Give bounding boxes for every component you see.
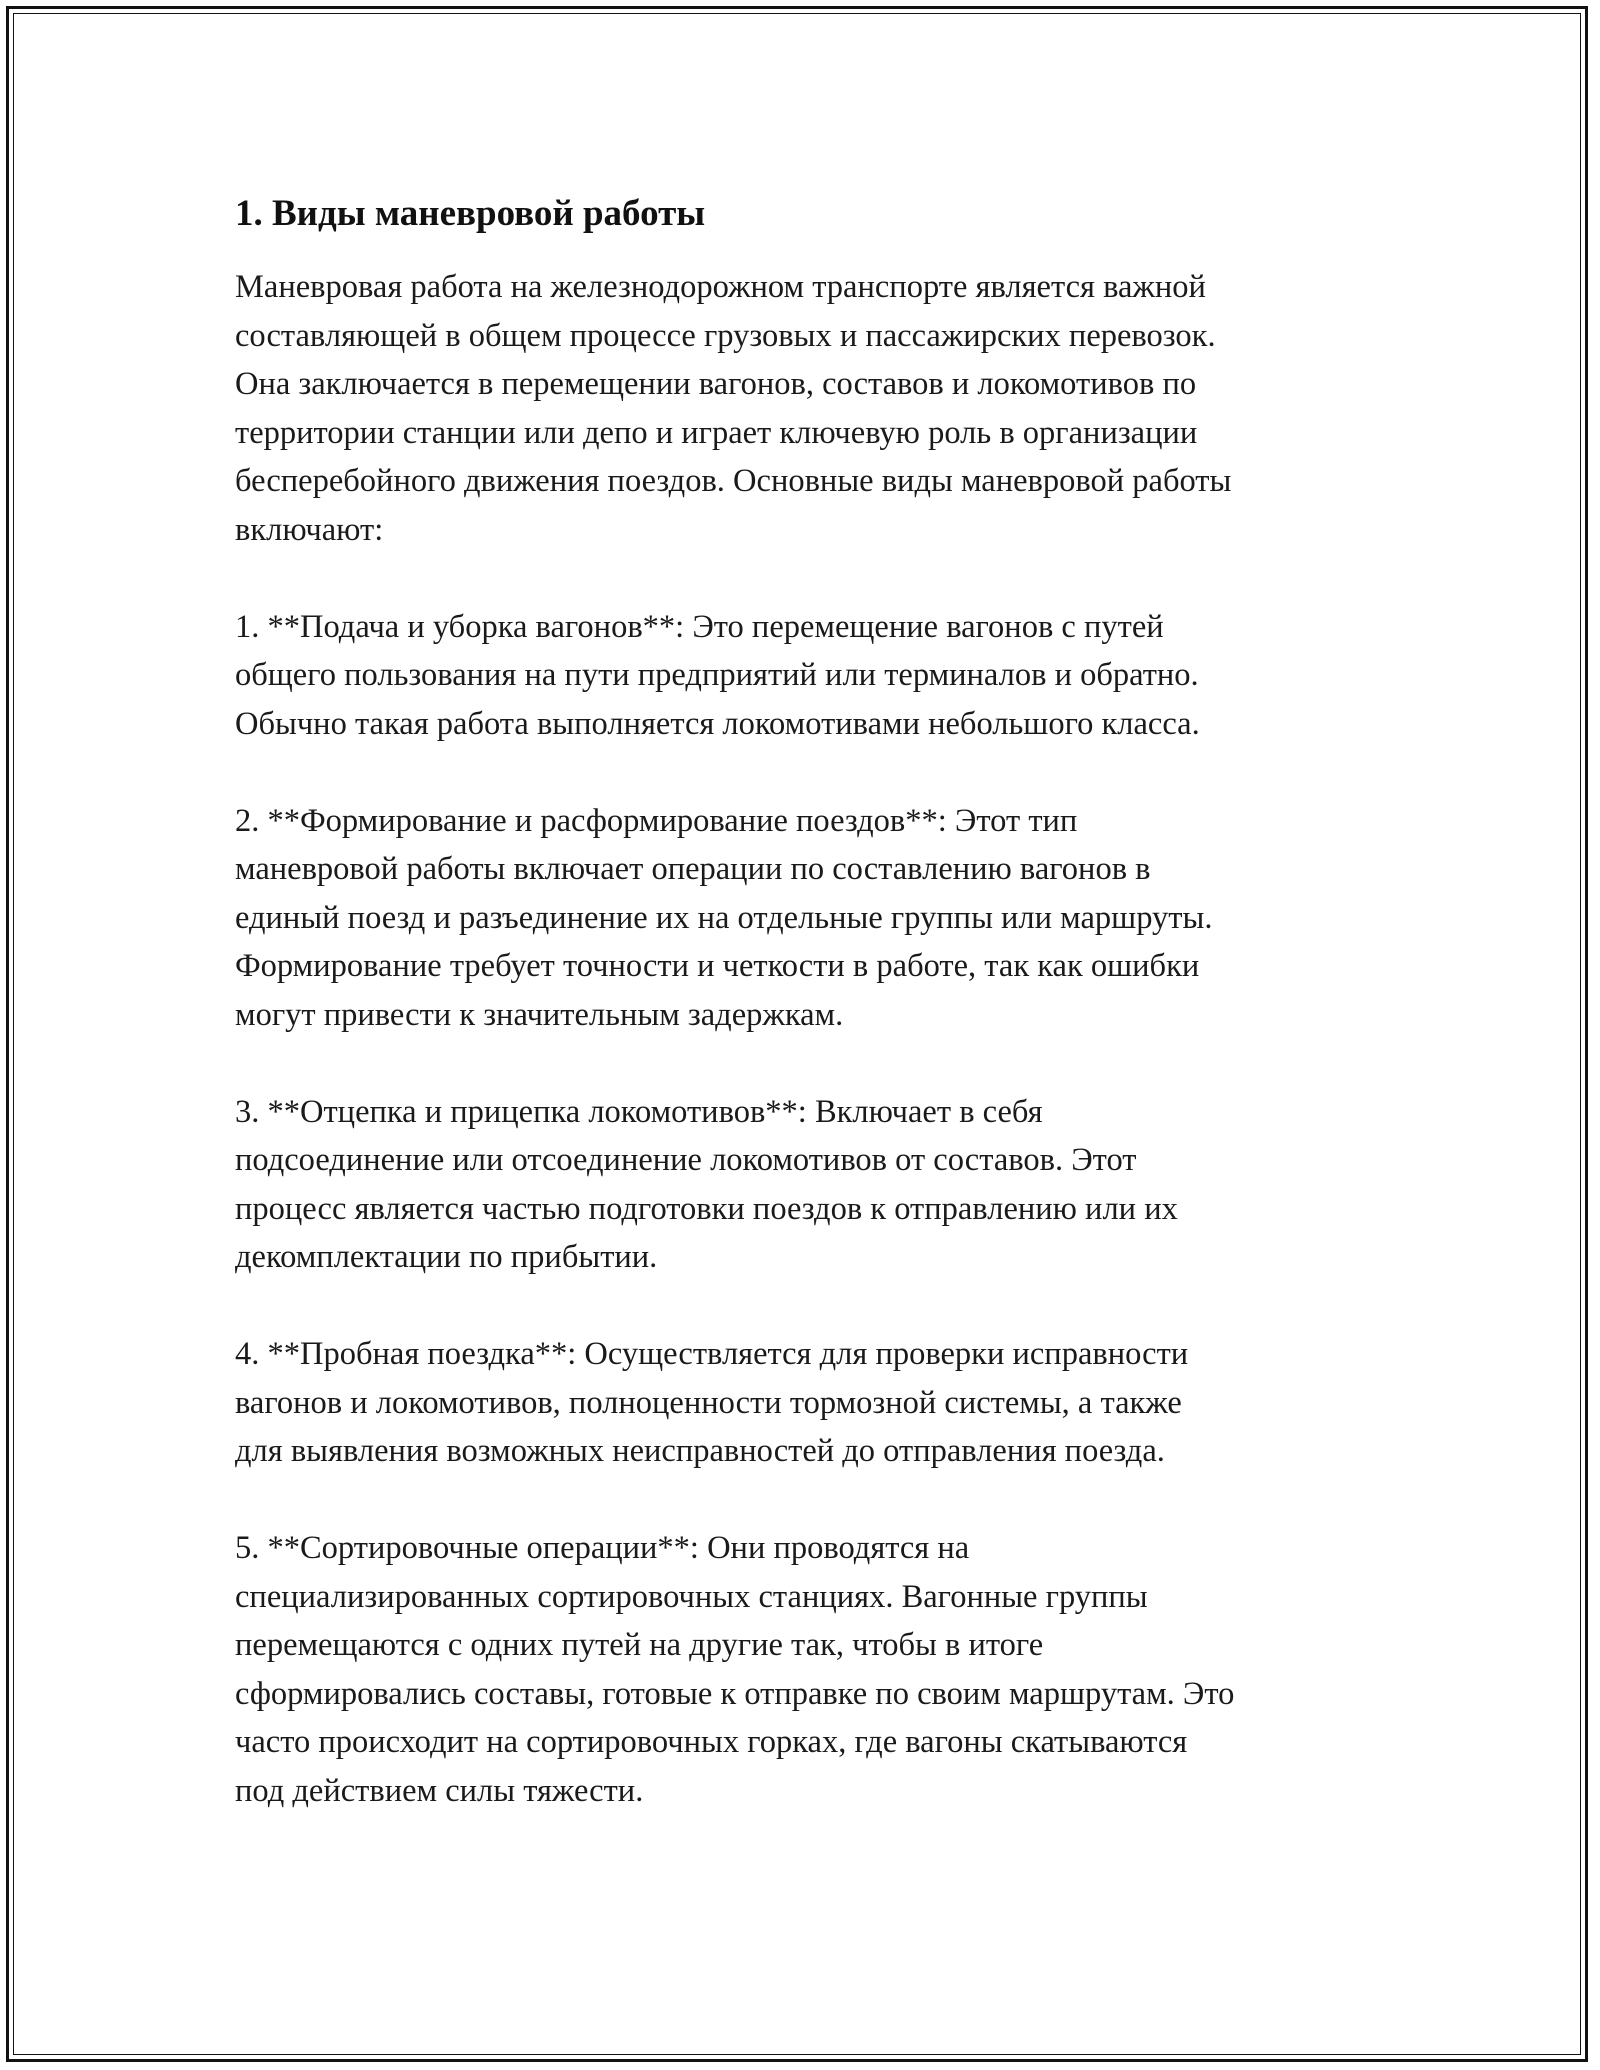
intro-paragraph: Маневровая работа на железнодорожном транспорте является важной составляющей в общем процессе грузовых и пассажирских перевозок. Она заключается в перемещении вагонов, составов и локомотивов по территории станции или депо и играет ключевую роль в организации бесперебойного движения поездов. Основные виды маневровой работы включают: bbox=[235, 269, 1232, 548]
list-item-3-paragraph: 3. **Отцепка и прицепка локомотивов**: Включает в себя подсоединение или отсоединение локомотивов от составов. Этот процесс является частью подготовки поездов к отправлению или их декомплектации по прибытии. bbox=[235, 1093, 1178, 1275]
section-heading: 1. Виды маневровой работы bbox=[235, 193, 706, 234]
list-item-1-paragraph: 1. **Подача и уборка вагонов**: Это перемещение вагонов с путей общего пользования на пути предприятий или терминалов и обратно. Обычно такая работа выполняется локомотивами небольшого класса. bbox=[235, 608, 1200, 742]
document-body bbox=[235, 187, 1385, 1864]
list-item-5-paragraph: 5. **Сортировочные операции**: Они проводятся на специализированных сортировочных станциях. Вагонные группы перемещаются с одних путей на другие так, чтобы в итоге сформировались составы, готовые к отправке по своим маршрутам. Это часто происходит на сортировочных горках, где вагоны скатываются под действием силы тяжести. bbox=[235, 1530, 1235, 1809]
list-item-2-paragraph: 2. **Формирование и расформирование поездов**: Этот тип маневровой работы включает операции по составлению вагонов в единый поезд и разъединение их на отдельные группы или маршруты. Формирование требует точности и четкости в работе, так как ошибки могут привести к значительным задержкам. bbox=[235, 802, 1213, 1033]
list-item-4-paragraph: 4. **Пробная поездка**: Осуществляется для проверки исправности вагонов и локомотивов, полноценности тормозной системы, а также для выявления возможных неисправностей до отправления поезда. bbox=[235, 1336, 1189, 1469]
